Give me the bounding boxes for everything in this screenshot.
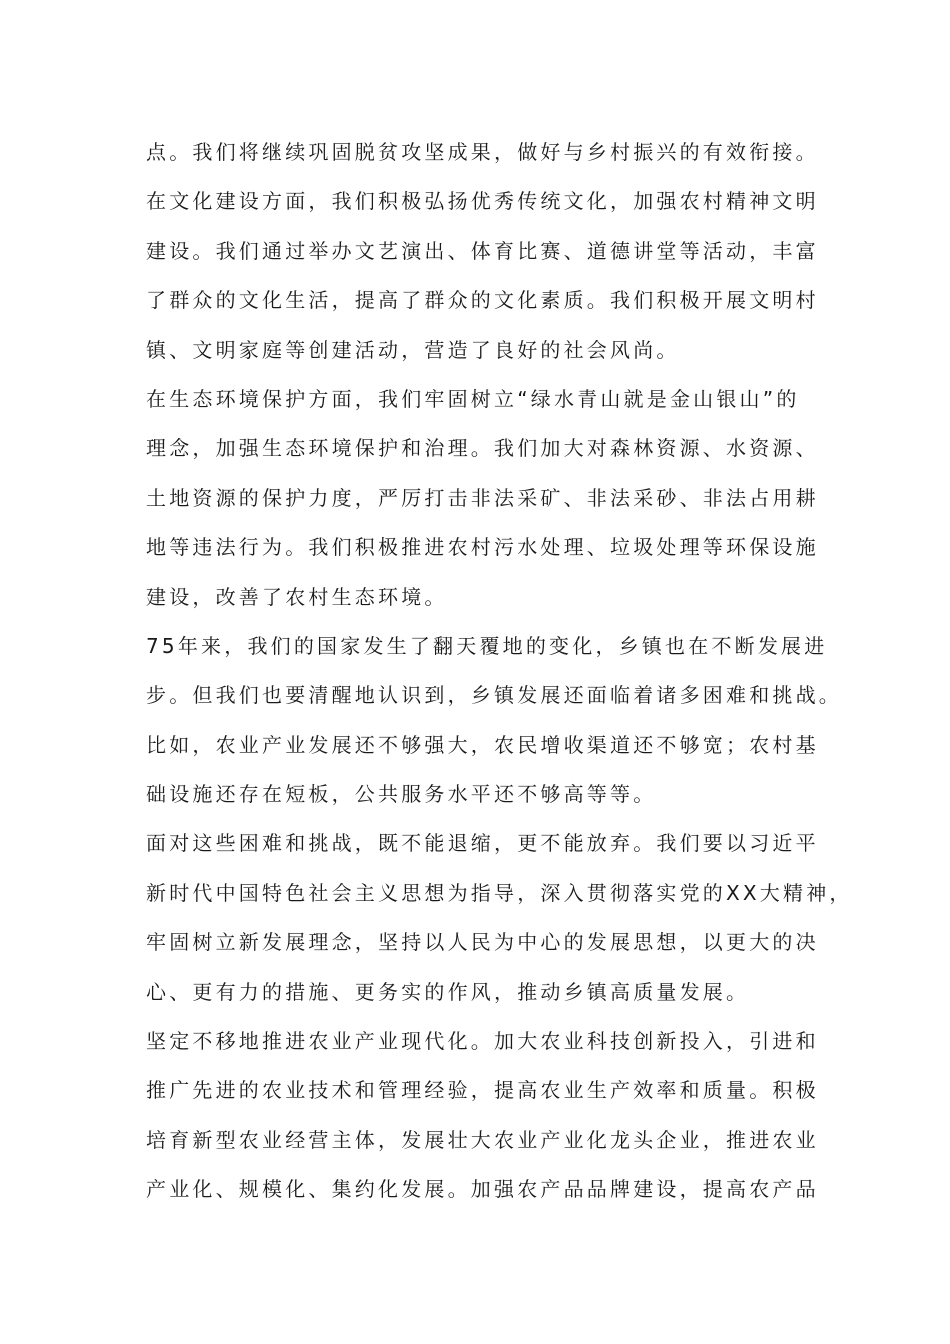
text-line: 坚定不移地推进农业产业现代化。加大农业科技创新投入，引进和 bbox=[146, 1029, 819, 1054]
text-line: 推广先进的农业技术和管理经验，提高农业生产效率和质量。积极 bbox=[146, 1078, 819, 1103]
text-line: 镇、文明家庭等创建活动，营造了良好的社会风尚。 bbox=[146, 337, 680, 362]
text-line: 产业化、规模化、集约化发展。加强农产品品牌建设，提高农产品 bbox=[146, 1177, 819, 1202]
text-line: 面对这些困难和挑战，既不能退缩，更不能放弃。我们要以习近平 bbox=[146, 831, 819, 856]
text-line: 土地资源的保护力度，严厉打击非法采矿、非法采砂、非法占用耕 bbox=[146, 485, 819, 510]
body-text bbox=[146, 128, 853, 1215]
text-line: 牢固树立新发展理念，坚持以人民为中心的发展思想，以更大的决 bbox=[146, 930, 819, 955]
text-line: 了群众的文化生活，提高了群众的文化素质。我们积极开展文明村 bbox=[146, 288, 819, 313]
text-line: 培育新型农业经营主体，发展壮大农业产业化龙头企业，推进农业 bbox=[146, 1127, 819, 1152]
text-line: 75年来，我们的国家发生了翻天覆地的变化，乡镇也在不断发展进 bbox=[146, 633, 828, 658]
text-line: 在文化建设方面，我们积极弘扬优秀传统文化，加强农村精神文明 bbox=[146, 189, 819, 214]
text-line: 建设，改善了农村生态环境。 bbox=[146, 584, 448, 609]
text-line: 心、更有力的措施、更务实的作风，推动乡镇高质量发展。 bbox=[146, 979, 750, 1004]
text-line: 比如，农业产业发展还不够强大，农民增收渠道还不够宽；农村基 bbox=[146, 732, 819, 757]
text-line: 建设。我们通过举办文艺演出、体育比赛、道德讲堂等活动，丰富 bbox=[146, 238, 819, 263]
text-line: 步。但我们也要清醒地认识到，乡镇发展还面临着诸多困难和挑战。 bbox=[146, 683, 842, 708]
text-line: 理念，加强生态环境保护和治理。我们加大对森林资源、水资源、 bbox=[146, 436, 819, 461]
text-line: 新时代中国特色社会主义思想为指导，深入贯彻落实党的XX大精神， bbox=[146, 880, 853, 905]
text-line: 地等违法行为。我们积极推进农村污水处理、垃圾处理等环保设施 bbox=[146, 535, 819, 560]
text-line: 础设施还存在短板，公共服务水平还不够高等等。 bbox=[146, 782, 657, 807]
text-line: 点。我们将继续巩固脱贫攻坚成果，做好与乡村振兴的有效衔接。 bbox=[146, 140, 819, 164]
text-line: 在生态环境保护方面，我们牢固树立“绿水青山就是金山银山”的 bbox=[146, 386, 800, 411]
